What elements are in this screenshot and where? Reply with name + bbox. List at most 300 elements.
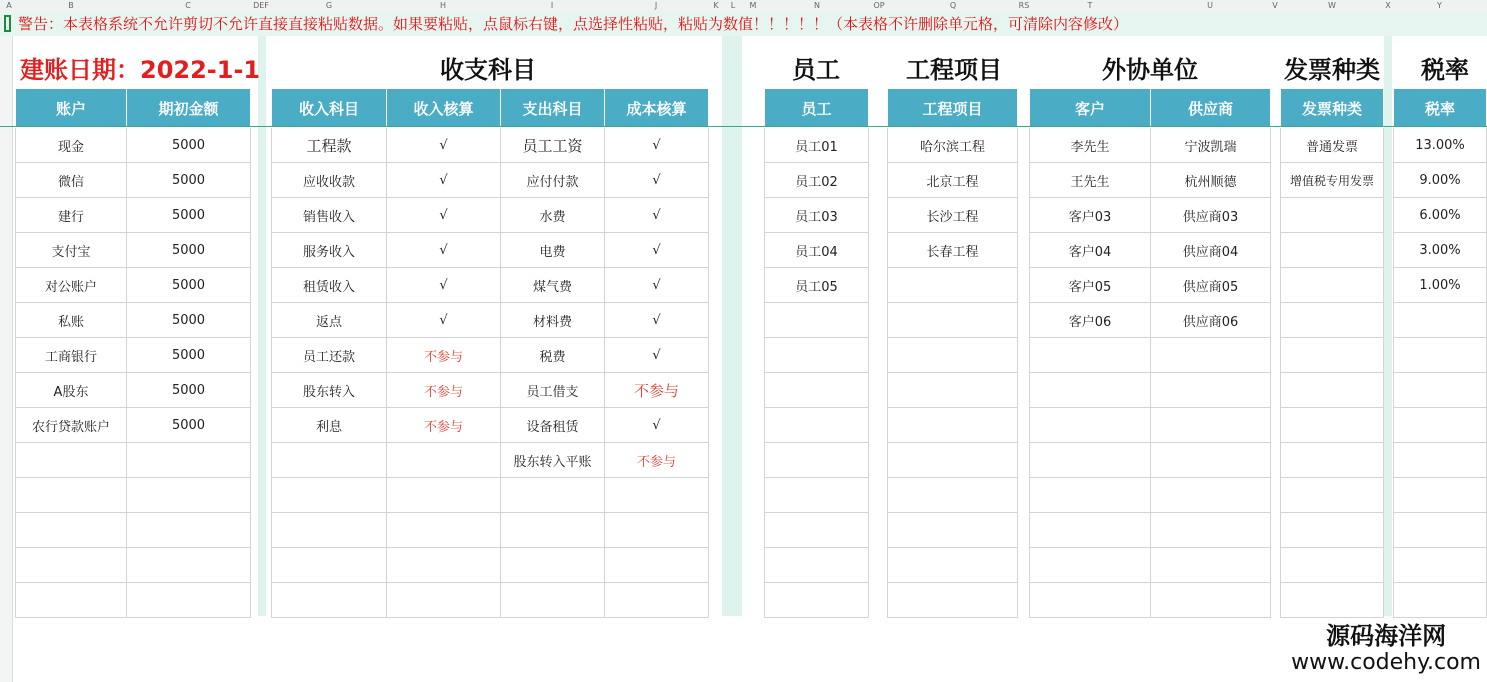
expense-subject-cell[interactable]: 应付付款	[501, 163, 605, 198]
expense-subject-cell[interactable]: 员工借支	[501, 373, 605, 408]
employee-cell[interactable]	[765, 478, 869, 513]
project-cell[interactable]	[888, 373, 1018, 408]
invoice-type-cell[interactable]	[1281, 338, 1384, 373]
col-letter[interactable]: K	[713, 1, 719, 10]
row-gutter	[0, 12, 13, 682]
income-subject-cell[interactable]	[272, 513, 387, 548]
income-accounting-cell[interactable]: √	[387, 163, 501, 198]
tax-rate-title[interactable]: 税率	[1421, 56, 1469, 84]
cost-accounting-cell[interactable]: √	[605, 198, 709, 233]
table-row	[1030, 303, 1271, 338]
watermark	[1291, 622, 1481, 676]
col-letter[interactable]: G	[325, 1, 333, 10]
expense-subject-cell[interactable]: 水费	[501, 198, 605, 233]
cost-accounting-cell[interactable]: 不参与	[605, 443, 709, 478]
account-name-cell[interactable]	[16, 443, 127, 478]
customer-cell[interactable]	[1030, 338, 1151, 373]
account-name-cell[interactable]: 现金	[16, 128, 127, 163]
employee-cell[interactable]	[765, 303, 869, 338]
table-row	[272, 513, 709, 548]
account-name-cell[interactable]: 工商银行	[16, 338, 127, 373]
opening-amount-cell[interactable]: 5000	[127, 408, 251, 443]
watermark-line1: 源码海洋网	[1326, 622, 1447, 650]
customer-cell[interactable]	[1030, 373, 1151, 408]
income-subject-cell[interactable]	[272, 478, 387, 513]
opening-amount-cell[interactable]	[127, 513, 251, 548]
opening-amount-cell[interactable]: 5000	[127, 233, 251, 268]
income-accounting-cell[interactable]	[387, 443, 501, 478]
cost-accounting-cell[interactable]: √	[605, 303, 709, 338]
watermark-line2: www.codehy.com	[1291, 650, 1481, 675]
table-row	[1394, 163, 1487, 198]
employee-cell[interactable]	[765, 338, 869, 373]
header-cell[interactable]: 收入核算	[387, 89, 501, 128]
table-row	[1030, 268, 1271, 303]
table-row	[888, 583, 1018, 618]
expense-subject-cell[interactable]	[501, 583, 605, 618]
tax-rate-cell[interactable]: 1.00%	[1394, 268, 1487, 303]
invoice-type-cell[interactable]	[1281, 233, 1384, 268]
table-row	[765, 163, 869, 198]
supplier-cell[interactable]: 供应商04	[1151, 233, 1271, 268]
expense-subject-cell[interactable]	[501, 513, 605, 548]
income-accounting-cell[interactable]	[387, 513, 501, 548]
customer-cell[interactable]	[1030, 513, 1151, 548]
cost-accounting-cell[interactable]: √	[605, 233, 709, 268]
income-subject-cell[interactable]: 利息	[272, 408, 387, 443]
project-cell[interactable]	[888, 513, 1018, 548]
expense-subject-cell[interactable]	[501, 478, 605, 513]
table-row	[272, 583, 709, 618]
income-subject-cell[interactable]: 工程款	[272, 128, 387, 163]
table-row	[1394, 583, 1487, 618]
col-letter[interactable]: X	[1385, 1, 1391, 10]
invoice-types-title[interactable]: 发票种类	[1284, 56, 1380, 84]
col-letter[interactable]: DEF	[253, 1, 269, 10]
account-name-cell[interactable]: 私账	[16, 303, 127, 338]
opening-amount-cell[interactable]	[127, 548, 251, 583]
tax-rate-cell[interactable]	[1394, 548, 1487, 583]
income-subject-cell[interactable]	[272, 583, 387, 618]
tax-rate-cell[interactable]: 13.00%	[1394, 128, 1487, 163]
invoice-type-cell[interactable]	[1281, 513, 1384, 548]
invoice-type-cell[interactable]: 普通发票	[1281, 128, 1384, 163]
table-row	[16, 338, 251, 373]
supplier-cell[interactable]	[1151, 338, 1271, 373]
table-row	[1394, 233, 1487, 268]
table-row	[1281, 373, 1384, 408]
table-row	[888, 163, 1018, 198]
account-name-cell[interactable]: 建行	[16, 198, 127, 233]
cost-accounting-cell[interactable]	[605, 548, 709, 583]
table-row	[1030, 548, 1271, 583]
table-row	[1394, 373, 1487, 408]
invoice-type-cell[interactable]	[1281, 408, 1384, 443]
table-row	[1281, 128, 1384, 163]
supplier-cell[interactable]	[1151, 583, 1271, 618]
warning-text[interactable]: 警告：本表格系统不允许剪切不允许直接直接粘贴数据。如果要粘贴，点鼠标右键，点选择性粘贴，粘贴为数值！！！！！（本表格不许删除单元格，可清除内容修改）	[18, 15, 1129, 33]
table-row	[272, 338, 709, 373]
table-row	[888, 373, 1018, 408]
customer-cell[interactable]: 客户03	[1030, 198, 1151, 233]
income-accounting-cell[interactable]: √	[387, 268, 501, 303]
opening-date-title[interactable]: 建账日期：2022-1-1	[20, 56, 261, 84]
project-cell[interactable]	[888, 303, 1018, 338]
separator-band	[258, 36, 266, 616]
table-row	[16, 478, 251, 513]
table-row	[16, 373, 251, 408]
invoice-type-cell[interactable]	[1281, 548, 1384, 583]
supplier-cell[interactable]	[1151, 408, 1271, 443]
invoice-type-cell[interactable]	[1281, 373, 1384, 408]
table-row	[1030, 443, 1271, 478]
supplier-cell[interactable]	[1151, 373, 1271, 408]
invoice-type-cell[interactable]	[1281, 268, 1384, 303]
header-cell[interactable]: 客户	[1030, 89, 1151, 128]
table-row	[16, 198, 251, 233]
supplier-cell[interactable]	[1151, 443, 1271, 478]
income-accounting-cell[interactable]: √	[387, 198, 501, 233]
income-subject-cell[interactable]: 租赁收入	[272, 268, 387, 303]
table-row	[888, 233, 1018, 268]
project-cell[interactable]	[888, 443, 1018, 478]
table-row	[1030, 478, 1271, 513]
income-subject-cell[interactable]: 返点	[272, 303, 387, 338]
cost-accounting-cell[interactable]	[605, 583, 709, 618]
account-name-cell[interactable]	[16, 478, 127, 513]
customer-cell[interactable]: 李先生	[1030, 128, 1151, 163]
project-cell[interactable]: 长沙工程	[888, 198, 1018, 233]
expense-subject-cell[interactable]: 材料费	[501, 303, 605, 338]
table-row	[16, 583, 251, 618]
table-row	[1030, 583, 1271, 618]
col-letter[interactable]: C	[185, 1, 191, 10]
supplier-cell[interactable]: 宁波凯瑞	[1151, 128, 1271, 163]
supplier-cell[interactable]	[1151, 478, 1271, 513]
employees-title[interactable]: 员工	[792, 56, 840, 84]
table-row	[765, 443, 869, 478]
col-letter[interactable]: N	[814, 1, 820, 10]
table-row	[16, 303, 251, 338]
table-row	[765, 268, 869, 303]
income-subject-cell[interactable]: 股东转入	[272, 373, 387, 408]
employee-cell[interactable]: 员工02	[765, 163, 869, 198]
table-row	[1281, 408, 1384, 443]
col-letter[interactable]: V	[1272, 1, 1278, 10]
table-row	[1281, 268, 1384, 303]
table-row	[1030, 408, 1271, 443]
cost-accounting-cell[interactable]: √	[605, 128, 709, 163]
income-accounting-cell[interactable]	[387, 583, 501, 618]
account-name-cell[interactable]	[16, 513, 127, 548]
table-row	[16, 268, 251, 303]
employee-cell[interactable]	[765, 373, 869, 408]
customer-cell[interactable]	[1030, 408, 1151, 443]
invoice-type-cell[interactable]: 增值税专用发票	[1281, 163, 1384, 198]
supplier-cell[interactable]: 供应商05	[1151, 268, 1271, 303]
col-letter[interactable]: Q	[949, 1, 957, 10]
projects-title[interactable]: 工程项目	[906, 56, 1002, 84]
tax-rate-cell[interactable]	[1394, 373, 1487, 408]
table-row	[1281, 478, 1384, 513]
table-row	[1394, 303, 1487, 338]
table-row	[1281, 548, 1384, 583]
expense-subject-cell[interactable]: 税费	[501, 338, 605, 373]
table-row	[765, 478, 869, 513]
partners-title[interactable]: 外协单位	[1102, 56, 1198, 84]
col-letter[interactable]: W	[1328, 1, 1336, 10]
active-cell-marker[interactable]	[4, 15, 11, 32]
table-row	[16, 513, 251, 548]
cost-accounting-cell[interactable]: √	[605, 408, 709, 443]
project-cell[interactable]	[888, 408, 1018, 443]
table-row	[16, 548, 251, 583]
table-row	[888, 338, 1018, 373]
customer-cell[interactable]: 王先生	[1030, 163, 1151, 198]
account-name-cell[interactable]: 支付宝	[16, 233, 127, 268]
header-cell[interactable]: 收入科目	[272, 89, 387, 128]
cost-accounting-cell[interactable]	[605, 513, 709, 548]
customer-cell[interactable]: 客户05	[1030, 268, 1151, 303]
table-row	[272, 233, 709, 268]
table-row	[272, 373, 709, 408]
customer-cell[interactable]	[1030, 583, 1151, 618]
header-cell[interactable]: 成本核算	[605, 89, 709, 128]
income-subject-cell[interactable]	[272, 443, 387, 478]
header-cell[interactable]: 账户	[16, 89, 127, 128]
income-subject-cell[interactable]: 应收收款	[272, 163, 387, 198]
tax-rate-cell[interactable]	[1394, 443, 1487, 478]
cost-accounting-cell[interactable]: √	[605, 268, 709, 303]
opening-amount-cell[interactable]: 5000	[127, 268, 251, 303]
table-row	[272, 303, 709, 338]
income-accounting-cell[interactable]: √	[387, 128, 501, 163]
expense-subject-cell[interactable]	[501, 548, 605, 583]
partners-table	[1029, 88, 1271, 618]
project-cell[interactable]	[888, 268, 1018, 303]
table-row	[1281, 513, 1384, 548]
income-accounting-cell[interactable]: √	[387, 303, 501, 338]
table-row	[16, 233, 251, 268]
opening-amount-cell[interactable]	[127, 583, 251, 618]
cost-accounting-cell[interactable]: 不参与	[605, 373, 709, 408]
invoice-type-cell[interactable]	[1281, 443, 1384, 478]
opening-amount-cell[interactable]: 5000	[127, 163, 251, 198]
col-letter[interactable]: L	[730, 1, 736, 10]
employee-cell[interactable]	[765, 513, 869, 548]
expense-subject-cell[interactable]: 电费	[501, 233, 605, 268]
col-letter[interactable]: H	[439, 1, 446, 10]
supplier-cell[interactable]: 供应商03	[1151, 198, 1271, 233]
expense-subject-cell[interactable]: 煤气费	[501, 268, 605, 303]
tax-rate-cell[interactable]	[1394, 478, 1487, 513]
tax-rate-cell[interactable]: 3.00%	[1394, 233, 1487, 268]
table-row	[16, 163, 251, 198]
accounts-table	[15, 88, 251, 618]
col-letter[interactable]: U	[1207, 1, 1213, 10]
account-name-cell[interactable]: 对公账户	[16, 268, 127, 303]
project-cell[interactable]: 长春工程	[888, 233, 1018, 268]
subjects-table	[271, 88, 709, 618]
header-cell[interactable]: 员工	[765, 89, 869, 128]
col-letter[interactable]: T	[1087, 1, 1093, 10]
table-row	[1394, 478, 1487, 513]
table-row	[765, 583, 869, 618]
table-row	[765, 338, 869, 373]
table-row	[765, 373, 869, 408]
employee-cell[interactable]	[765, 583, 869, 618]
table-row	[272, 478, 709, 513]
project-cell[interactable]	[888, 478, 1018, 513]
header-cell[interactable]: 期初金额	[127, 89, 251, 128]
table-row	[765, 303, 869, 338]
col-letter[interactable]: Y	[1437, 1, 1442, 10]
opening-amount-cell[interactable]	[127, 443, 251, 478]
employee-cell[interactable]: 员工04	[765, 233, 869, 268]
income-accounting-cell[interactable]	[387, 548, 501, 583]
projects-table	[887, 88, 1018, 618]
employee-cell[interactable]: 员工03	[765, 198, 869, 233]
invoice-type-cell[interactable]	[1281, 198, 1384, 233]
expense-subject-cell[interactable]: 员工工资	[501, 128, 605, 163]
income-accounting-cell[interactable]: 不参与	[387, 373, 501, 408]
table-row	[1030, 513, 1271, 548]
invoice-type-cell[interactable]	[1281, 583, 1384, 618]
table-row	[272, 198, 709, 233]
table-row	[272, 128, 709, 163]
table-row	[272, 163, 709, 198]
table-row	[1281, 233, 1384, 268]
income-accounting-cell[interactable]: 不参与	[387, 408, 501, 443]
table-row	[888, 268, 1018, 303]
cost-accounting-cell[interactable]: √	[605, 338, 709, 373]
income-subject-cell[interactable]: 销售收入	[272, 198, 387, 233]
account-name-cell[interactable]	[16, 548, 127, 583]
invoice-type-cell[interactable]	[1281, 303, 1384, 338]
tax-rate-cell[interactable]	[1394, 303, 1487, 338]
tax-rate-table	[1393, 88, 1487, 618]
table-row	[272, 408, 709, 443]
col-letter[interactable]: B	[68, 1, 74, 10]
opening-amount-cell[interactable]: 5000	[127, 373, 251, 408]
freeze-pane-line	[0, 126, 1487, 127]
supplier-cell[interactable]: 杭州顺德	[1151, 163, 1271, 198]
header-cell[interactable]: 发票种类	[1281, 89, 1384, 128]
account-name-cell[interactable]	[16, 583, 127, 618]
supplier-cell[interactable]	[1151, 548, 1271, 583]
table-row	[765, 198, 869, 233]
income-expense-title[interactable]: 收支科目	[440, 56, 536, 84]
table-row	[1281, 443, 1384, 478]
tax-rate-cell[interactable]: 6.00%	[1394, 198, 1487, 233]
table-row	[765, 513, 869, 548]
project-cell[interactable]	[888, 583, 1018, 618]
table-row	[765, 128, 869, 163]
table-row	[1281, 338, 1384, 373]
income-subject-cell[interactable]	[272, 548, 387, 583]
col-letter[interactable]: A	[6, 1, 12, 10]
employee-cell[interactable]	[765, 548, 869, 583]
table-row	[765, 548, 869, 583]
customer-cell[interactable]	[1030, 443, 1151, 478]
income-accounting-cell[interactable]: √	[387, 233, 501, 268]
invoice-type-cell[interactable]	[1281, 478, 1384, 513]
table-row	[888, 548, 1018, 583]
col-letter[interactable]: I	[550, 1, 554, 10]
expense-subject-cell[interactable]: 股东转入平账	[501, 443, 605, 478]
opening-amount-cell[interactable]: 5000	[127, 338, 251, 373]
opening-amount-cell[interactable]: 5000	[127, 303, 251, 338]
income-subject-cell[interactable]: 员工还款	[272, 338, 387, 373]
tax-rate-cell[interactable]	[1394, 513, 1487, 548]
col-letter[interactable]: RS	[1018, 1, 1030, 10]
cost-accounting-cell[interactable]	[605, 478, 709, 513]
project-cell[interactable]	[888, 338, 1018, 373]
project-cell[interactable]: 哈尔滨工程	[888, 128, 1018, 163]
table-row	[1030, 163, 1271, 198]
table-row	[888, 443, 1018, 478]
table-row	[1281, 583, 1384, 618]
table-row	[1030, 233, 1271, 268]
tax-rate-cell[interactable]: 9.00%	[1394, 163, 1487, 198]
expense-subject-cell[interactable]: 设备租赁	[501, 408, 605, 443]
table-row	[1394, 443, 1487, 478]
table-row	[16, 128, 251, 163]
opening-amount-cell[interactable]: 5000	[127, 198, 251, 233]
header-cell[interactable]: 供应商	[1151, 89, 1271, 128]
table-row	[1394, 338, 1487, 373]
tax-rate-cell[interactable]	[1394, 583, 1487, 618]
table-row	[1394, 198, 1487, 233]
header-cell[interactable]: 税率	[1394, 89, 1487, 128]
customer-cell[interactable]	[1030, 548, 1151, 583]
employee-cell[interactable]: 员工01	[765, 128, 869, 163]
project-cell[interactable]	[888, 548, 1018, 583]
customer-cell[interactable]: 客户06	[1030, 303, 1151, 338]
cost-accounting-cell[interactable]: √	[605, 163, 709, 198]
supplier-cell[interactable]	[1151, 513, 1271, 548]
account-name-cell[interactable]: 农行贷款账户	[16, 408, 127, 443]
opening-amount-cell[interactable]: 5000	[127, 128, 251, 163]
separator-band	[722, 36, 742, 616]
header-cell[interactable]: 支出科目	[501, 89, 605, 128]
project-cell[interactable]: 北京工程	[888, 163, 1018, 198]
income-accounting-cell[interactable]: 不参与	[387, 338, 501, 373]
header-cell[interactable]: 工程项目	[888, 89, 1018, 128]
table-row	[888, 513, 1018, 548]
account-name-cell[interactable]: A股东	[16, 373, 127, 408]
opening-amount-cell[interactable]	[127, 478, 251, 513]
col-letter[interactable]: J	[654, 1, 658, 10]
account-name-cell[interactable]: 微信	[16, 163, 127, 198]
table-row	[888, 198, 1018, 233]
tax-rate-cell[interactable]	[1394, 408, 1487, 443]
col-letter[interactable]: OP	[873, 1, 885, 10]
customer-cell[interactable]	[1030, 478, 1151, 513]
col-letter[interactable]: M	[749, 1, 757, 10]
supplier-cell[interactable]: 供应商06	[1151, 303, 1271, 338]
tax-rate-cell[interactable]	[1394, 338, 1487, 373]
employee-cell[interactable]: 员工05	[765, 268, 869, 303]
income-subject-cell[interactable]: 服务收入	[272, 233, 387, 268]
table-row	[272, 548, 709, 583]
table-row	[1281, 303, 1384, 338]
customer-cell[interactable]: 客户04	[1030, 233, 1151, 268]
income-accounting-cell[interactable]	[387, 478, 501, 513]
employee-cell[interactable]	[765, 443, 869, 478]
employee-cell[interactable]	[765, 408, 869, 443]
table-row	[1281, 198, 1384, 233]
